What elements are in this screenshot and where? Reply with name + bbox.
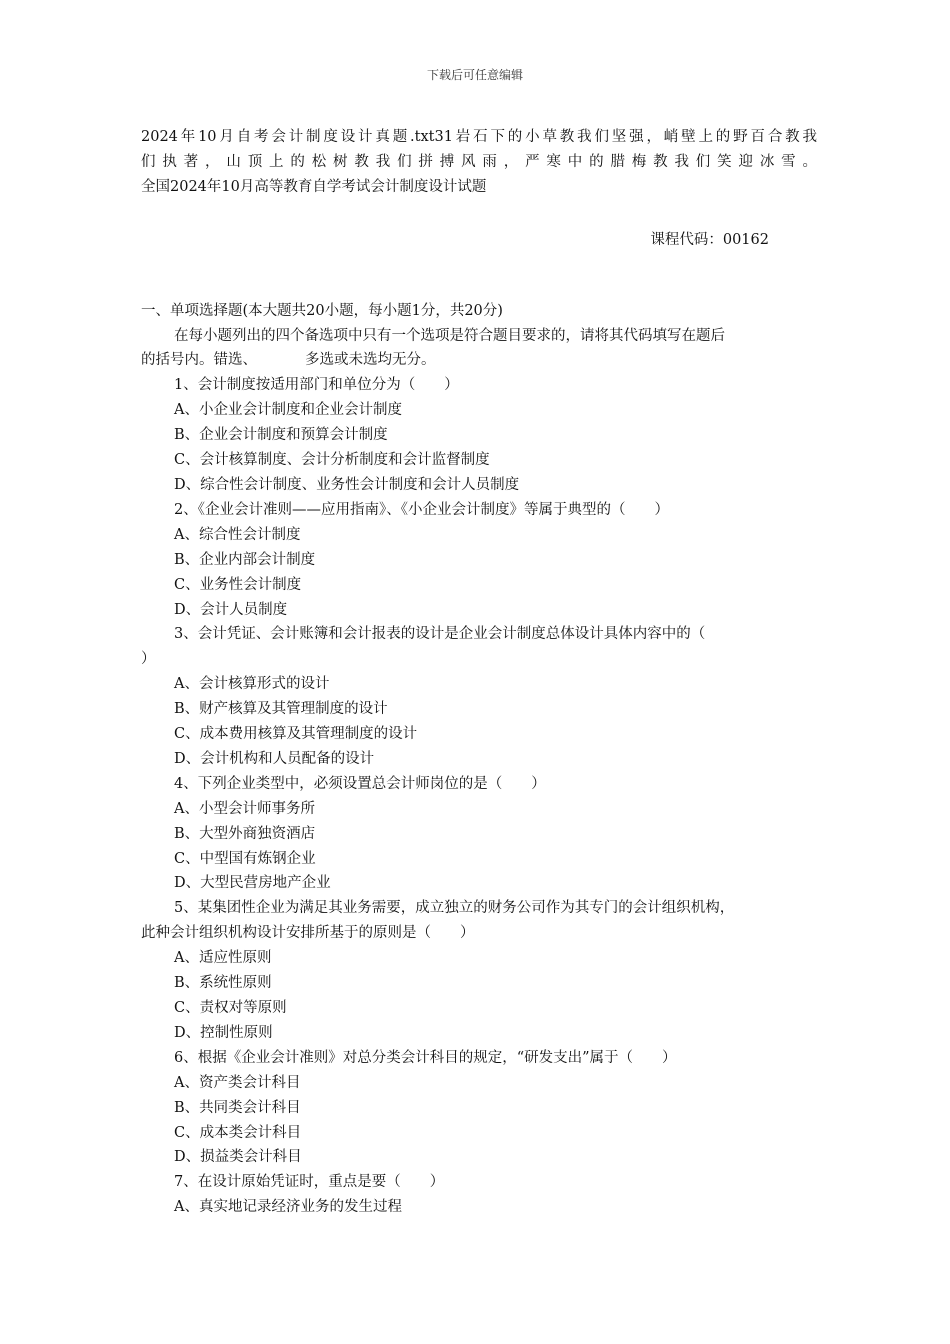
answer-option: C、成本费用核算及其管理制度的设计	[174, 726, 418, 743]
question-stem-continuation: ）	[141, 651, 156, 668]
answer-option: D、会计人员制度	[174, 601, 288, 618]
answer-option: B、财产核算及其管理制度的设计	[174, 701, 388, 718]
answer-option: B、系统性原则	[174, 975, 272, 992]
answer-option: C、成本类会计科目	[174, 1124, 302, 1141]
document-body	[141, 125, 817, 1220]
instruction-part-a: 的括号内。错选、	[141, 352, 257, 369]
answer-option: C、会计核算制度、会计分析制度和会计监督制度	[174, 452, 490, 469]
answer-option: A、会计核算形式的设计	[174, 676, 330, 693]
answer-option: A、适应性原则	[174, 950, 272, 967]
answer-option: A、真实地记录经济业务的发生过程	[174, 1199, 402, 1216]
question-stem: 3、会计凭证、会计账簿和会计报表的设计是企业会计制度总体设计具体内容中的（	[174, 626, 706, 643]
page-header: 下载后可任意编辑	[426, 68, 523, 82]
question-stem: 4、下列企业类型中，必须设置总会计师岗位的是（ ）	[174, 775, 546, 792]
question-stem: 1、会计制度按适用部门和单位分为（ ）	[174, 377, 459, 394]
answer-option: D、综合性会计制度、业务性会计制度和会计人员制度	[174, 476, 520, 493]
question-stem: 6、根据《企业会计准则》对总分类会计科目的规定，“研发支出”属于（ ）	[174, 1049, 677, 1066]
instruction-line-1: 在每小题列出的四个备选项中只有一个选项是符合题目要求的，请将其代码填写在题后	[174, 327, 725, 344]
answer-option: A、资产类会计科目	[174, 1074, 301, 1091]
question-stem-continuation: 此种会计组织机构设计安排所基于的原则是（ ）	[141, 925, 475, 942]
exam-title: 全国2024年10月高等教育自学考试会计制度设计试题	[141, 178, 487, 195]
answer-option: B、共同类会计科目	[174, 1099, 301, 1116]
answer-option: D、大型民营房地产企业	[174, 875, 331, 892]
question-stem: 2、《企业会计准则——应用指南》、《小企业会计制度》等属于典型的（ ）	[174, 501, 669, 518]
answer-option: D、会计机构和人员配备的设计	[174, 750, 375, 767]
instruction-part-b: 多选或未选均无分。	[305, 352, 436, 369]
answer-option: B、企业内部会计制度	[174, 551, 316, 568]
question-stem: 7、在设计原始凭证时，重点是要（ ）	[174, 1174, 445, 1191]
answer-option: C、中型国有炼钢企业	[174, 850, 316, 867]
answer-option: A、综合性会计制度	[174, 526, 301, 543]
answer-option: B、企业会计制度和预算会计制度	[174, 427, 388, 444]
course-code: 课程代码：00162	[650, 231, 769, 248]
question-stem: 5、某集团性企业为满足其业务需要，成立独立的财务公司作为其专门的会计组织机构，	[174, 900, 735, 917]
answer-option: D、损益类会计科目	[174, 1149, 302, 1166]
answer-option: A、小型会计师事务所	[174, 800, 315, 817]
section-title: 一、单项选择题(本大题共20小题，每小题1分，共20分)	[141, 302, 503, 319]
answer-option: C、责权对等原则	[174, 1000, 287, 1016]
answer-option: D、控制性原则	[174, 1024, 273, 1041]
intro-line-2: 们执著，山顶上的松树教我们拼搏风雨，严寒中的腊梅教我们笑迎冰雪。	[141, 153, 817, 170]
instruction-line-2	[141, 348, 817, 373]
answer-option: B、大型外商独资酒店	[174, 825, 316, 842]
intro-line-1: 2024年10月自考会计制度设计真题.txt31岩石下的小草教我们坚强，峭壁上的野百合教我	[141, 129, 817, 145]
answer-option: C、业务性会计制度	[174, 576, 302, 593]
answer-option: A、小企业会计制度和企业会计制度	[174, 402, 402, 419]
